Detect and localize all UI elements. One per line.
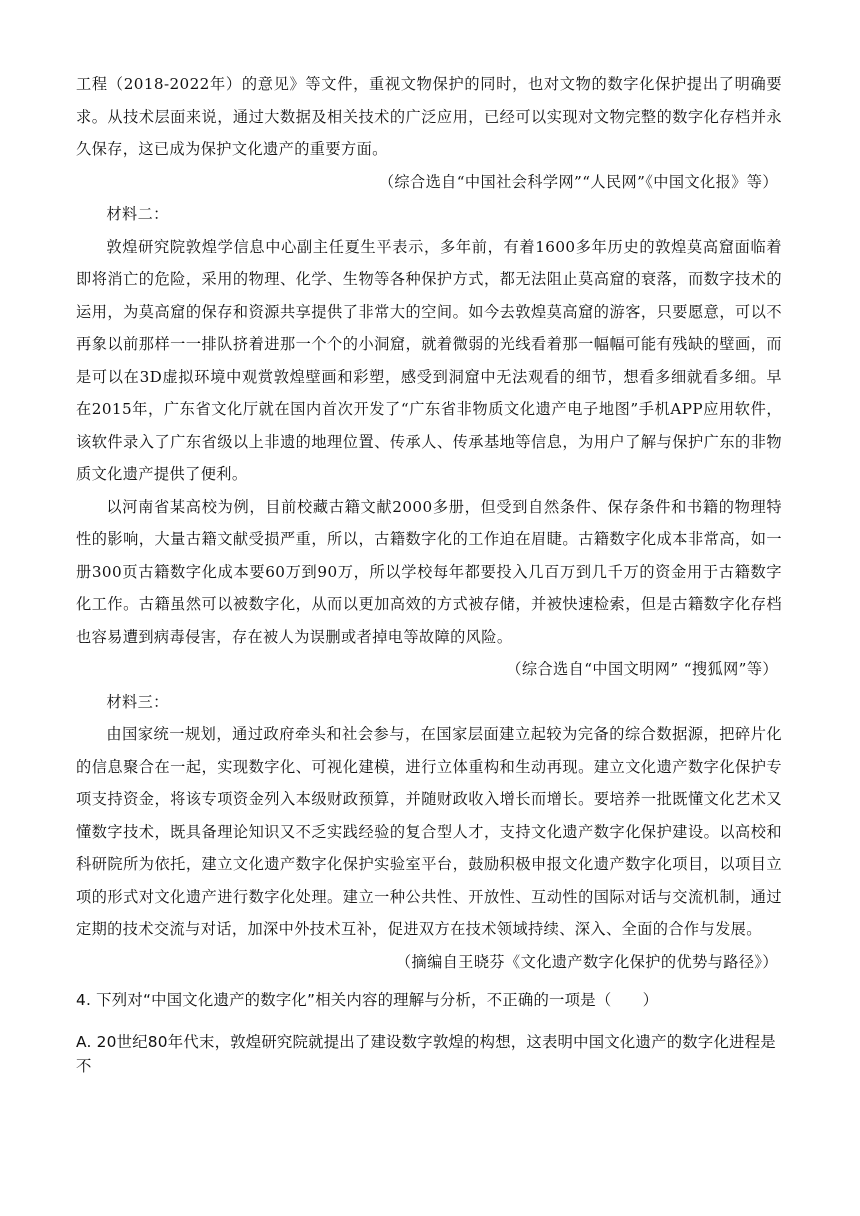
material2-paragraph-1: 敦煌研究院敦煌学信息中心副主任夏生平表示，多年前，有着1600多年历史的敦煌莫高窟面临着即将消亡的危险，采用的物理、化学、生物等各种保护方式，都无法阻止莫高窟的衰落，而数字技术的运用，为莫高窟的保存和资源共享提供了非常大的空间。如今去敦煌莫高窟的游客，只要愿意，可以不再象以前那样一一排队挤着进那一个个的小洞窟，就着微弱的光线看着那一幅幅可能有残缺的壁画，而是可以在3D虚拟环境中观赏敦煌壁画和彩塑，感受到洞窟中无法观看的细节，想看多细就看多细。早在2015年，广东省文化厅就在国内首次开发了“广东省非物质文化遗产电子地图”手机APP应用软件，该软件录入了广东省级以上非遗的地理位置、传承人、传承基地等信息，为用户了解与保护广东的非物质文化遗产提供了便利。	[76, 237, 782, 483]
document-page	[76, 68, 782, 1078]
material1-source: （综合选自“中国社会科学网”“人民网”《中国文化报》等）	[378, 172, 778, 191]
material1-tail-paragraph: 工程（2018-2022年）的意见》等文件，重视文物保护的同时，也对文物的数字化保护提出了明确要求。从技术层面来说，通过大数据及相关技术的广泛应用，已经可以实现对文物完整的数字化存档并永久保存，这已成为保护文化遗产的重要方面。	[76, 75, 782, 158]
material3-paragraph: 由国家统一规划，通过政府牵头和社会参与，在国家层面建立起较为完备的综合数据源，把碎片化的信息聚合在一起，实现数字化、可视化建模，进行立体重构和生动再现。建立文化遗产数字化保护专项支持资金，将该专项资金列入本级财政预算，并随财政收入增长而增长。要培养一批既懂文化艺术又懂数字技术，既具备理论知识又不乏实践经验的复合型人才，支持文化遗产数字化保护建设。以高校和科研院所为依托，建立文化遗产数字化保护实验室平台，鼓励积极申报文化遗产数字化项目，以项目立项的形式对文化遗产进行数字化处理。建立一种公共性、开放性、互动性的国际对话与交流机制，通过定期的技术交流与对话，加深中外技术互补，促进双方在技术领域持续、深入、全面的合作与发展。	[76, 725, 782, 938]
question-4	[76, 988, 782, 1078]
material3-source: （摘编自王晓芬《文化遗产数字化保护的优势与路径》）	[395, 952, 778, 971]
material3-heading: 材料三：	[106, 692, 169, 711]
question-option-a: A. 20世纪80年代末，敦煌研究院就提出了建设数字敦煌的构想，这表明中国文化遗产的数字化进程是不	[76, 1033, 776, 1075]
material2-paragraph-2: 以河南省某高校为例，目前校藏古籍文献2000多册，但受到自然条件、保存条件和书籍的物理特性的影响，大量古籍文献受损严重，所以，古籍数字化的工作迫在眉睫。古籍数字化成本非常高，如一册300页古籍数字化成本要60万到90万，所以学校每年都要投入几百万到几千万的资金用于古籍数字化工作。古籍虽然可以被数字化，从而以更加高效的方式被存储，并被快速检索，但是古籍数字化存档也容易遭到病毒侵害，存在被人为误删或者掉电等故障的风险。	[76, 497, 782, 646]
material2-heading: 材料二：	[106, 205, 169, 223]
question-stem: 4. 下列对“中国文化遗产的数字化”相关内容的理解与分析，不正确的一项是（ ）	[76, 991, 659, 1009]
material2-source: （综合选自“中国文明网” “搜狐网”等）	[506, 660, 778, 678]
